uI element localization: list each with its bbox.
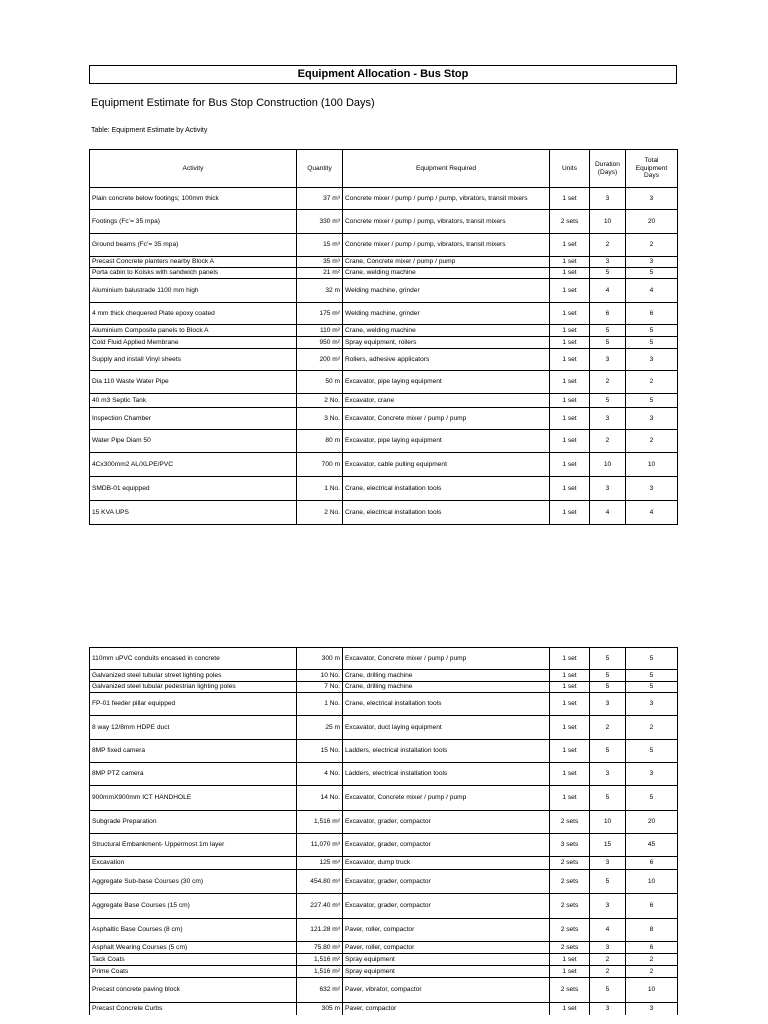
units-cell: 1 set	[550, 501, 590, 525]
duration-cell: 2	[590, 716, 626, 740]
total-cell: 6	[626, 857, 678, 870]
quantity-cell: 15 No.	[297, 740, 343, 763]
document-title: Equipment Allocation - Bus Stop	[89, 65, 677, 84]
column-header-activity: Activity	[90, 150, 297, 188]
equipment-cell: Ladders, electrical installation tools	[343, 763, 550, 786]
units-cell: 1 set	[550, 279, 590, 303]
total-cell: 2	[626, 716, 678, 740]
quantity-cell: 200 m²	[297, 349, 343, 371]
activity-cell: Asphalt Wearing Courses (5 cm)	[90, 942, 297, 954]
total-cell: 2	[626, 954, 678, 966]
activity-cell: Tack Coats	[90, 954, 297, 966]
activity-cell: Supply and install Vinyl sheets	[90, 349, 297, 371]
table-row	[90, 279, 678, 303]
activity-cell: SMDB-01 equipped	[90, 477, 297, 501]
table-row	[90, 870, 678, 894]
total-cell: 2	[626, 430, 678, 453]
equipment-cell: Paver, roller, compactor	[343, 942, 550, 954]
duration-cell: 5	[590, 670, 626, 682]
activity-cell: Precast Concrete planters nearby Block A	[90, 257, 297, 268]
equipment-cell: Crane, Concrete mixer / pump / pump	[343, 257, 550, 268]
duration-cell: 6	[590, 303, 626, 325]
duration-cell: 2	[590, 954, 626, 966]
equipment-cell: Crane, electrical installation tools	[343, 477, 550, 501]
total-cell: 20	[626, 811, 678, 834]
total-cell: 3	[626, 763, 678, 786]
column-header-duration: Duration (Days)	[590, 150, 626, 188]
duration-cell: 5	[590, 786, 626, 811]
duration-cell: 4	[590, 919, 626, 942]
total-cell: 5	[626, 337, 678, 349]
total-cell: 3	[626, 408, 678, 430]
table-row	[90, 954, 678, 966]
units-cell: 1 set	[550, 716, 590, 740]
quantity-cell: 227.40 m³	[297, 894, 343, 919]
activity-cell: 8MP fixed camera	[90, 740, 297, 763]
quantity-cell: 700 m	[297, 453, 343, 477]
quantity-cell: 4 No.	[297, 763, 343, 786]
table-row	[90, 919, 678, 942]
total-cell: 20	[626, 210, 678, 234]
table-row	[90, 740, 678, 763]
table-row	[90, 763, 678, 786]
equipment-cell: Paver, roller, compactor	[343, 919, 550, 942]
activity-cell: Galvanized steel tubular street lighting poles	[90, 670, 297, 682]
equipment-cell: Excavator, cable pulling equipment	[343, 453, 550, 477]
activity-cell: Structural Embankment- Uppermost 1m layer	[90, 834, 297, 857]
equipment-cell: Concrete mixer / pump / pump, vibrators, transit mixers	[343, 234, 550, 257]
total-cell: 3	[626, 257, 678, 268]
units-cell: 1 set	[550, 349, 590, 371]
units-cell: 1 set	[550, 477, 590, 501]
table-row	[90, 682, 678, 693]
quantity-cell: 454.80 m³	[297, 870, 343, 894]
activity-cell: Aggregate Base Courses (15 cm)	[90, 894, 297, 919]
units-cell: 1 set	[550, 234, 590, 257]
duration-cell: 3	[590, 1003, 626, 1015]
units-cell: 2 sets	[550, 942, 590, 954]
units-cell: 1 set	[550, 682, 590, 693]
activity-cell: Aggregate Sub-base Courses (30 cm)	[90, 870, 297, 894]
equipment-cell: Crane, drilling machine	[343, 682, 550, 693]
units-cell: 2 sets	[550, 894, 590, 919]
table-row	[90, 337, 678, 349]
units-cell: 1 set	[550, 1003, 590, 1015]
equipment-table-part-2	[89, 647, 678, 1015]
activity-cell: Cold Fluid Applied Membrane	[90, 337, 297, 349]
total-cell: 10	[626, 870, 678, 894]
equipment-cell: Excavator, Concrete mixer / pump / pump	[343, 786, 550, 811]
activity-cell: 8 way 12/8mm HDPE duct	[90, 716, 297, 740]
equipment-cell: Paver, vibrator, compactor	[343, 978, 550, 1003]
total-cell: 5	[626, 325, 678, 337]
quantity-cell: 175 m²	[297, 303, 343, 325]
activity-cell: Excavation	[90, 857, 297, 870]
units-cell: 1 set	[550, 740, 590, 763]
activity-cell: 8MP PTZ camera	[90, 763, 297, 786]
total-cell: 5	[626, 786, 678, 811]
total-cell: 6	[626, 303, 678, 325]
table-row	[90, 349, 678, 371]
units-cell: 2 sets	[550, 811, 590, 834]
table-row	[90, 942, 678, 954]
table-row	[90, 394, 678, 408]
equipment-cell: Excavator, pipe laying equipment	[343, 371, 550, 394]
activity-cell: Aluminium Composite panels to Block A	[90, 325, 297, 337]
table-row	[90, 303, 678, 325]
table-row	[90, 234, 678, 257]
activity-cell: Footings (Fc’= 35 mpa)	[90, 210, 297, 234]
units-cell: 2 sets	[550, 919, 590, 942]
equipment-cell: Welding machine, grinder	[343, 303, 550, 325]
activity-cell: 15 KVA UPS	[90, 501, 297, 525]
total-cell: 3	[626, 349, 678, 371]
total-cell: 3	[626, 477, 678, 501]
activity-cell: 4Cx300mm2 AL/XLPE/PVC	[90, 453, 297, 477]
equipment-cell: Crane, welding machine	[343, 268, 550, 279]
table-row	[90, 257, 678, 268]
table-row	[90, 1003, 678, 1015]
quantity-cell: 32 m	[297, 279, 343, 303]
equipment-cell: Crane, electrical installation tools	[343, 693, 550, 716]
duration-cell: 5	[590, 268, 626, 279]
equipment-cell: Excavator, duct laying equipment	[343, 716, 550, 740]
total-cell: 10	[626, 978, 678, 1003]
duration-cell: 2	[590, 371, 626, 394]
total-cell: 5	[626, 648, 678, 670]
table-row	[90, 857, 678, 870]
table-row	[90, 268, 678, 279]
quantity-cell: 14 No.	[297, 786, 343, 811]
activity-cell: Asphaltic Base Courses (8 cm)	[90, 919, 297, 942]
units-cell: 3 sets	[550, 834, 590, 857]
duration-cell: 10	[590, 453, 626, 477]
duration-cell: 5	[590, 337, 626, 349]
duration-cell: 3	[590, 763, 626, 786]
total-cell: 2	[626, 371, 678, 394]
duration-cell: 5	[590, 682, 626, 693]
duration-cell: 5	[590, 870, 626, 894]
duration-cell: 3	[590, 477, 626, 501]
duration-cell: 3	[590, 894, 626, 919]
units-cell: 1 set	[550, 670, 590, 682]
units-cell: 1 set	[550, 430, 590, 453]
activity-cell: Plain concrete below footings; 100mm thick	[90, 188, 297, 210]
activity-cell: Inspection Chamber	[90, 408, 297, 430]
quantity-cell: 2 No.	[297, 501, 343, 525]
quantity-cell: 950 m²	[297, 337, 343, 349]
quantity-cell: 632 m²	[297, 978, 343, 1003]
total-cell: 5	[626, 670, 678, 682]
quantity-cell: 121.28 m³	[297, 919, 343, 942]
table-row	[90, 408, 678, 430]
activity-cell: Ground beams (Fc’= 35 mpa)	[90, 234, 297, 257]
units-cell: 1 set	[550, 408, 590, 430]
equipment-cell: Excavator, grader, compactor	[343, 870, 550, 894]
equipment-cell: Excavator, grader, compactor	[343, 834, 550, 857]
duration-cell: 10	[590, 811, 626, 834]
duration-cell: 3	[590, 408, 626, 430]
activity-cell: Prime Coats	[90, 966, 297, 978]
quantity-cell: 1 No.	[297, 693, 343, 716]
total-cell: 3	[626, 188, 678, 210]
units-cell: 1 set	[550, 257, 590, 268]
activity-cell: 900mmX900mm ICT HANDHOLE	[90, 786, 297, 811]
quantity-cell: 35 m³	[297, 257, 343, 268]
units-cell: 1 set	[550, 453, 590, 477]
total-cell: 10	[626, 453, 678, 477]
quantity-cell: 75.80 m³	[297, 942, 343, 954]
duration-cell: 5	[590, 325, 626, 337]
activity-cell: 4 mm thick chequered Plate epoxy coated	[90, 303, 297, 325]
table-row	[90, 786, 678, 811]
units-cell: 1 set	[550, 337, 590, 349]
total-cell: 5	[626, 268, 678, 279]
duration-cell: 3	[590, 942, 626, 954]
equipment-cell: Excavator, grader, compactor	[343, 811, 550, 834]
duration-cell: 5	[590, 978, 626, 1003]
quantity-cell: 1,516 m²	[297, 954, 343, 966]
table-row	[90, 371, 678, 394]
activity-cell: Precast concrete paving block	[90, 978, 297, 1003]
units-cell: 1 set	[550, 188, 590, 210]
quantity-cell: 3 No.	[297, 408, 343, 430]
equipment-cell: Crane, drilling machine	[343, 670, 550, 682]
quantity-cell: 300 m	[297, 648, 343, 670]
equipment-cell: Crane, electrical installation tools	[343, 501, 550, 525]
activity-cell: 40 m3 Septic Tank	[90, 394, 297, 408]
table-row	[90, 477, 678, 501]
total-cell: 3	[626, 693, 678, 716]
activity-cell: Dia 110 Waste Water Pipe	[90, 371, 297, 394]
table-row	[90, 693, 678, 716]
table-row	[90, 716, 678, 740]
units-cell: 1 set	[550, 325, 590, 337]
duration-cell: 3	[590, 257, 626, 268]
duration-cell: 3	[590, 349, 626, 371]
duration-cell: 5	[590, 648, 626, 670]
total-cell: 6	[626, 894, 678, 919]
quantity-cell: 80 m	[297, 430, 343, 453]
activity-cell: Water Pipe Diam 50	[90, 430, 297, 453]
equipment-cell: Paver, compactor	[343, 1003, 550, 1015]
table-row	[90, 978, 678, 1003]
duration-cell: 2	[590, 234, 626, 257]
duration-cell: 4	[590, 501, 626, 525]
quantity-cell: 125 m³	[297, 857, 343, 870]
quantity-cell: 1,516 m²	[297, 966, 343, 978]
table-row	[90, 834, 678, 857]
units-cell: 2 sets	[550, 978, 590, 1003]
column-header-total: Total Equipment Days	[626, 150, 678, 188]
column-header-quantity: Quantity	[297, 150, 343, 188]
units-cell: 1 set	[550, 966, 590, 978]
units-cell: 1 set	[550, 394, 590, 408]
activity-cell: Subgrade Preparation	[90, 811, 297, 834]
equipment-cell: Excavator, grader, compactor	[343, 894, 550, 919]
quantity-cell: 1 No.	[297, 477, 343, 501]
table-row	[90, 325, 678, 337]
units-cell: 2 sets	[550, 210, 590, 234]
duration-cell: 3	[590, 693, 626, 716]
quantity-cell: 11,070 m³	[297, 834, 343, 857]
column-header-units: Units	[550, 150, 590, 188]
table-row	[90, 648, 678, 670]
activity-cell: Precast Concrete Curbs	[90, 1003, 297, 1015]
units-cell: 1 set	[550, 371, 590, 394]
units-cell: 2 sets	[550, 857, 590, 870]
quantity-cell: 50 m	[297, 371, 343, 394]
duration-cell: 2	[590, 430, 626, 453]
activity-cell: Galvanized steel tubular pedestrian lighting poles	[90, 682, 297, 693]
total-cell: 2	[626, 234, 678, 257]
activity-cell: Porta cabin to Koisks with sandwich panels	[90, 268, 297, 279]
quantity-cell: 1,516 m²	[297, 811, 343, 834]
total-cell: 8	[626, 919, 678, 942]
quantity-cell: 330 m³	[297, 210, 343, 234]
equipment-cell: Rollers, adhesive applicators	[343, 349, 550, 371]
total-cell: 4	[626, 279, 678, 303]
total-cell: 5	[626, 394, 678, 408]
equipment-cell: Excavator, crane	[343, 394, 550, 408]
duration-cell: 3	[590, 188, 626, 210]
units-cell: 1 set	[550, 268, 590, 279]
equipment-cell: Crane, welding machine	[343, 325, 550, 337]
units-cell: 1 set	[550, 786, 590, 811]
quantity-cell: 10 No.	[297, 670, 343, 682]
total-cell: 5	[626, 682, 678, 693]
equipment-cell: Ladders, electrical installation tools	[343, 740, 550, 763]
quantity-cell: 21 m²	[297, 268, 343, 279]
total-cell: 2	[626, 966, 678, 978]
activity-cell: 110mm uPVC conduits encased in concrete	[90, 648, 297, 670]
duration-cell: 10	[590, 210, 626, 234]
equipment-cell: Spray equipment	[343, 954, 550, 966]
table-row	[90, 894, 678, 919]
duration-cell: 5	[590, 740, 626, 763]
total-cell: 45	[626, 834, 678, 857]
units-cell: 1 set	[550, 763, 590, 786]
quantity-cell: 15 m³	[297, 234, 343, 257]
duration-cell: 5	[590, 394, 626, 408]
units-cell: 1 set	[550, 648, 590, 670]
column-header-equipment: Equipment Required	[343, 150, 550, 188]
total-cell: 3	[626, 1003, 678, 1015]
quantity-cell: 7 No.	[297, 682, 343, 693]
equipment-cell: Excavator, Concrete mixer / pump / pump	[343, 648, 550, 670]
table-caption: Table: Equipment Estimate by Activity	[91, 127, 208, 134]
table-row	[90, 501, 678, 525]
duration-cell: 2	[590, 966, 626, 978]
units-cell: 2 sets	[550, 870, 590, 894]
quantity-cell: 305 m	[297, 1003, 343, 1015]
duration-cell: 15	[590, 834, 626, 857]
total-cell: 4	[626, 501, 678, 525]
table-row	[90, 966, 678, 978]
equipment-table-part-1	[89, 149, 678, 525]
section-heading: Equipment Estimate for Bus Stop Construction (100 Days)	[91, 97, 375, 109]
units-cell: 1 set	[550, 954, 590, 966]
table-row	[90, 188, 678, 210]
duration-cell: 3	[590, 857, 626, 870]
equipment-cell: Excavator, Concrete mixer / pump / pump	[343, 408, 550, 430]
equipment-cell: Excavator, pipe laying equipment	[343, 430, 550, 453]
activity-cell: FP-01 feeder pillar equipped	[90, 693, 297, 716]
activity-cell: Aluminium balustrade 1100 mm high	[90, 279, 297, 303]
table-row	[90, 453, 678, 477]
equipment-cell: Welding machine, grinder	[343, 279, 550, 303]
total-cell: 6	[626, 942, 678, 954]
quantity-cell: 37 m³	[297, 188, 343, 210]
duration-cell: 4	[590, 279, 626, 303]
total-cell: 5	[626, 740, 678, 763]
equipment-cell: Concrete mixer / pump / pump, vibrators, transit mixers	[343, 210, 550, 234]
equipment-cell: Concrete mixer / pump / pump / pump, vibrators, transit mixers	[343, 188, 550, 210]
units-cell: 1 set	[550, 693, 590, 716]
equipment-cell: Spray equipment	[343, 966, 550, 978]
quantity-cell: 110 m²	[297, 325, 343, 337]
units-cell: 1 set	[550, 303, 590, 325]
table-row	[90, 430, 678, 453]
quantity-cell: 25 m	[297, 716, 343, 740]
equipment-cell: Excavator, dump truck	[343, 857, 550, 870]
table-row	[90, 670, 678, 682]
table-row	[90, 210, 678, 234]
quantity-cell: 2 No.	[297, 394, 343, 408]
equipment-cell: Spray equipment, rollers	[343, 337, 550, 349]
table-row	[90, 811, 678, 834]
